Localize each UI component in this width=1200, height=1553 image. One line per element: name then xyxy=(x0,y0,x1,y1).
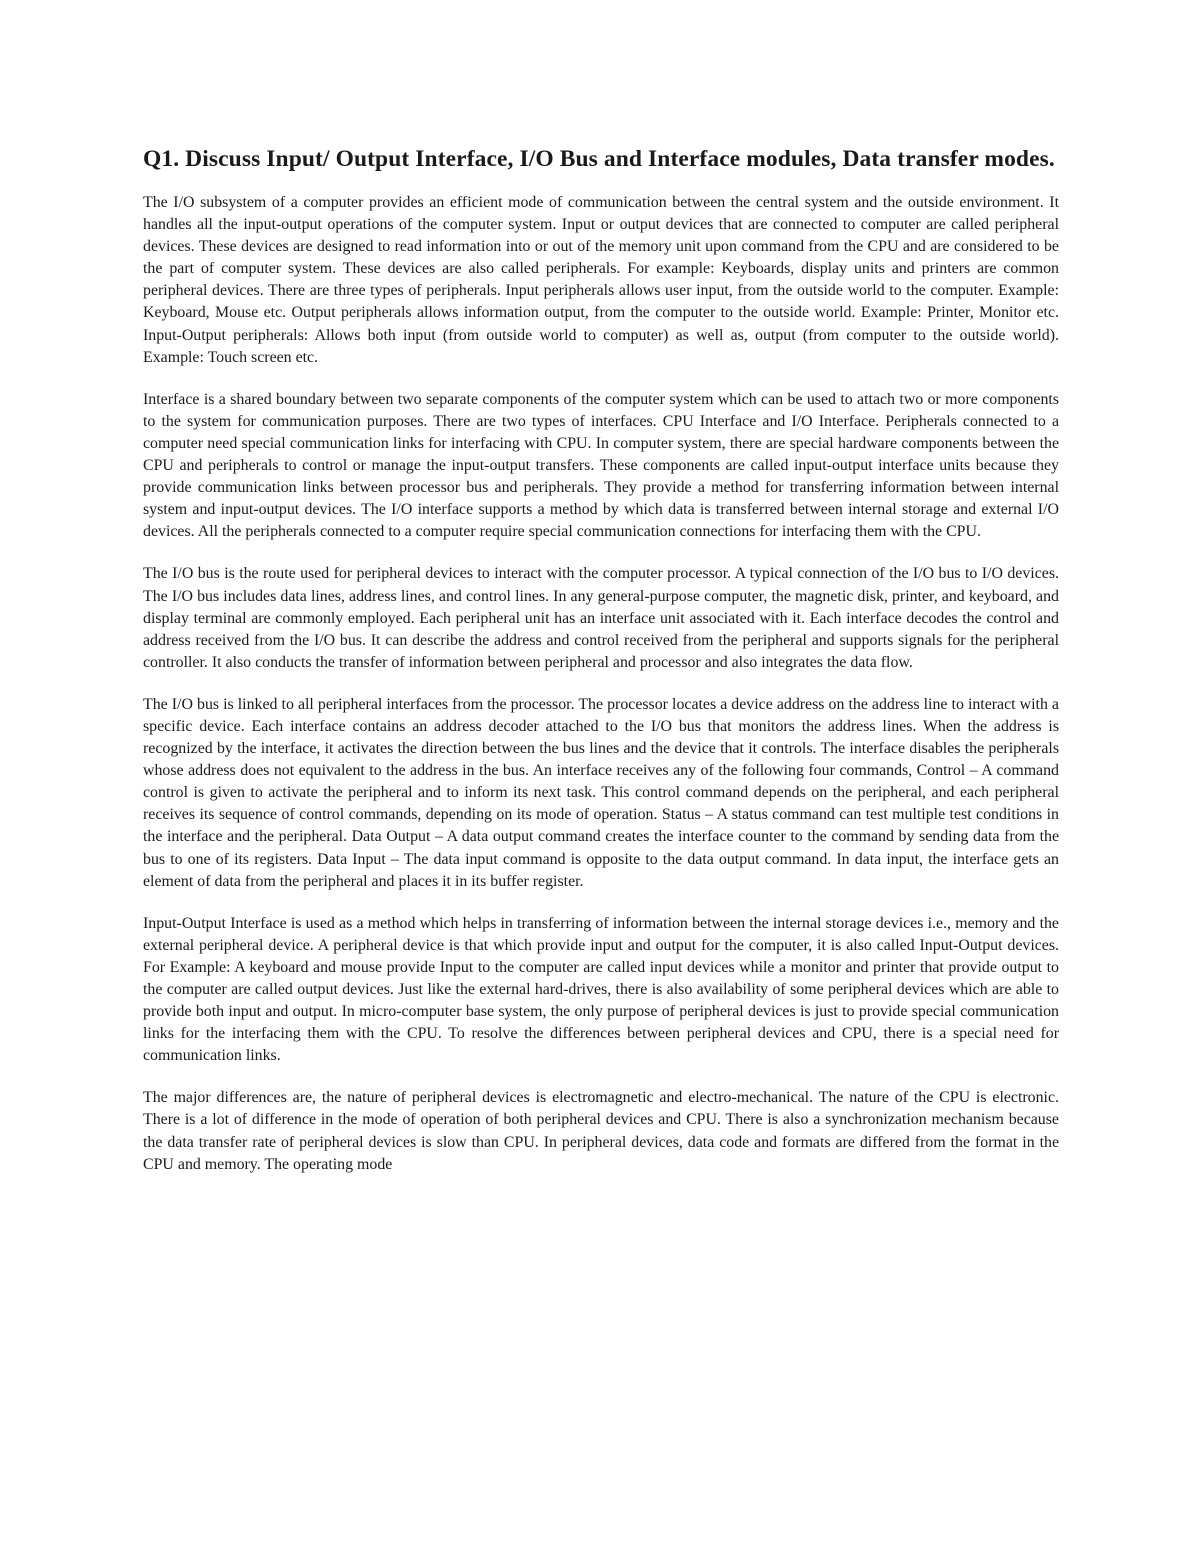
paragraph-io-bus: The I/O bus is the route used for peripheral devices to interact with the computer processor. A typical connection of the I/O bus to I/O devices. The I/O bus includes data lines, address lines, and control lines. In any general-purpose computer, the magnetic disk, printer, and keyboard, and display terminal are commonly employed. Each peripheral unit has an interface unit associated with it. Each interface decodes the control and address received from the I/O bus. It can describe the address and control received from the peripheral and supports signals for the peripheral controller. It also conducts the transfer of information between peripheral and processor and also integrates the data flow. xyxy=(143,565,1059,671)
paragraph-io-interface: Input-Output Interface is used as a method which helps in transferring of information between the internal storage devices i.e., memory and the external peripheral device. A peripheral device is that which provide input and output for the computer, it is also called Input-Output devices. For Example: A keyboard and mouse provide Input to the computer are called input devices while a monitor and printer that provide output to the computer are called output devices. Just like the external hard-drives, there is also availability of some peripheral devices which are able to provide both input and output. In micro-computer base system, the only purpose of peripheral devices is just to provide special communication links for the interfacing them with the CPU. To resolve the differences between peripheral devices and CPU, there is a special need for communication links. xyxy=(143,914,1059,1065)
paragraph-io-bus-commands: The I/O bus is linked to all peripheral interfaces from the processor. The processor locates a device address on the address line to interact with a specific device. Each interface contains an address decoder attached to the I/O bus that monitors the address lines. When the address is recognized by the interface, it activates the direction between the bus lines and the device that it controls. The interface disables the peripherals whose address does not equivalent to the address in the bus. An interface receives any of the following four commands, Control – A command control is given to activate the peripheral and to inform its next task. This control command depends on the peripheral, and each peripheral receives its sequence of control commands, depending on its mode of operation. Status – A status command can test multiple test conditions in the interface and the peripheral. Data Output – A data output command creates the interface counter to the command by sending data from the bus to one of its registers. Data Input – The data input command is opposite to the data output command. In data input, the interface gets an element of data from the peripheral and places it in its buffer register. xyxy=(143,695,1059,890)
question-title: Q1. Discuss Input/ Output Interface, I/O Bus and Interface modules, Data transfer modes. xyxy=(143,146,1055,172)
paragraph-interface: Interface is a shared boundary between two separate components of the computer system which can be used to attach two or more components to the system for communication purposes. There are two types of interfaces. CPU Interface and I/O Interface. Peripherals connected to a computer need special communication links for interfacing with CPU. In computer system, there are special hardware components between the CPU and peripherals to control or manage the input-output transfers. These components are called input-output interface units because they provide communication links between processor bus and peripherals. They provide a method for transferring information between internal system and input-output devices. The I/O interface supports a method by which data is transferred between internal storage and external I/O devices. All the peripherals connected to a computer require special communication connections for interfacing them with the CPU. xyxy=(143,390,1059,541)
paragraph-io-subsystem: The I/O subsystem of a computer provides an efficient mode of communication between the central system and the outside environment. It handles all the input-output operations of the computer system. Input or output devices that are connected to computer are called peripheral devices. These devices are designed to read information into or out of the memory unit upon command from the CPU and are considered to be the part of computer system. These devices are also called peripherals. For example: Keyboards, display units and printers are common peripheral devices. There are three types of peripherals. Input peripherals allows user input, from the outside world to the computer. Example: Keyboard, Mouse etc. Output peripherals allows information output, from the computer to the outside world. Example: Printer, Monitor etc. Input-Output peripherals: Allows both input (from outside world to computer) as well as, output (from computer to the outside world). Example: Touch screen etc. xyxy=(143,194,1059,366)
paragraph-major-differences: The major differences are, the nature of peripheral devices is electromagnetic and electro-mechanical. The nature of the CPU is electronic. There is a lot of difference in the mode of operation of both peripheral devices and CPU. There is also a synchronization mechanism because the data transfer rate of peripheral devices is slow than CPU. In peripheral devices, data code and formats are differed from the format in the CPU and memory. The operating mode xyxy=(143,1089,1059,1173)
page-content xyxy=(143,145,1059,1196)
